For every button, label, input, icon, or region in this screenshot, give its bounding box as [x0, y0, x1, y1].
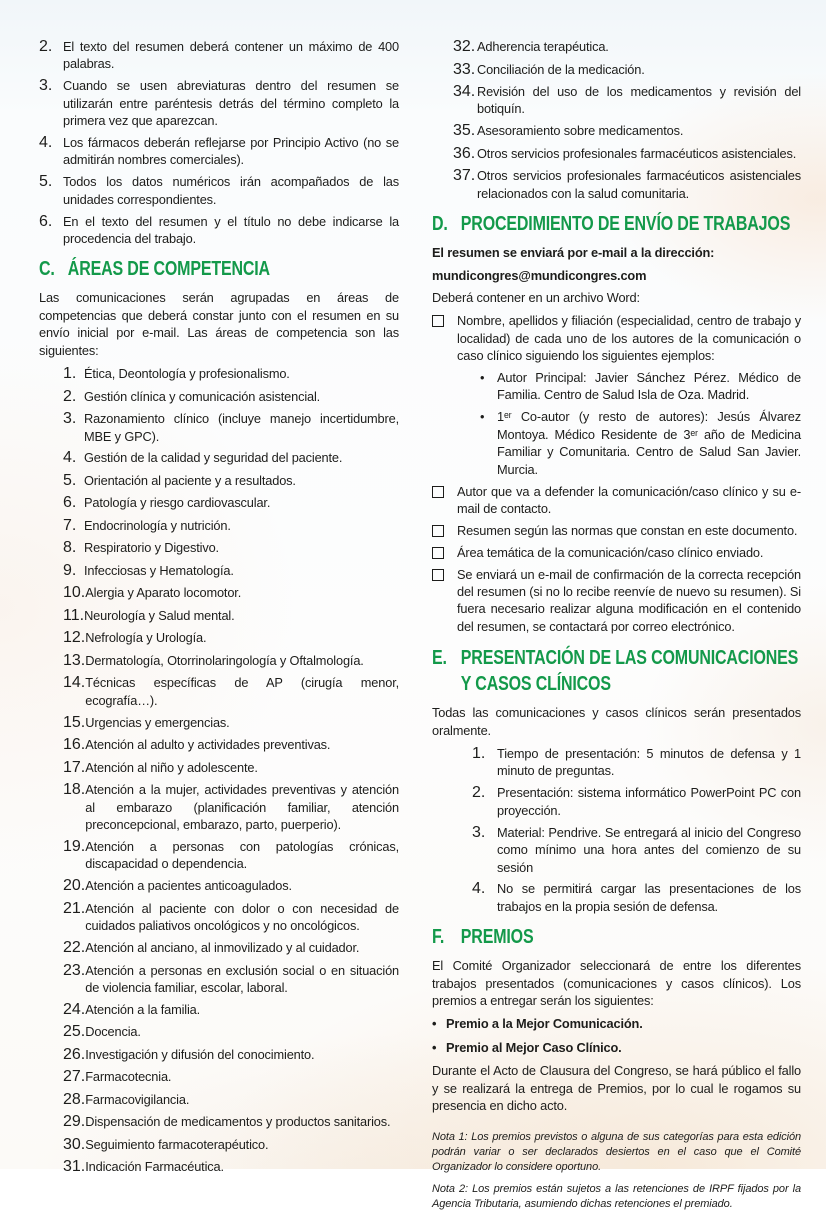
area-number: 16.: [63, 736, 86, 754]
rule-number: 6.: [39, 212, 53, 230]
area-item: [63, 1136, 399, 1154]
area-number: 30.: [63, 1135, 86, 1153]
prize-text: Premio a la Mejor Comunicación.: [446, 1016, 643, 1032]
area-number: 20.: [63, 877, 86, 895]
area-item: [63, 584, 399, 602]
area-item: [63, 1068, 399, 1086]
area-text: Atención al paciente con dolor o con necesidad de cuidados paliativos oncológicos y no oncológicos.: [85, 900, 399, 934]
area-item: [453, 167, 801, 202]
area-text: Conciliación de la medicación.: [477, 61, 645, 77]
area-item: [453, 122, 801, 140]
area-number: 10.: [63, 584, 86, 602]
example-text: Autor Principal: Javier Sánchez Pérez. Médico de Familia. Centro de Salud Isla de Oza. Madrid.: [497, 370, 801, 403]
checkbox: [432, 544, 457, 561]
rule-item: [39, 38, 399, 73]
rule-text: Los fármacos deberán reflejarse por Principio Activo (no se admitirán nombres comerciales).: [63, 135, 399, 168]
area-text: Gestión de la calidad y seguridad del paciente.: [84, 450, 343, 466]
area-number: 34.: [453, 83, 476, 100]
checkbox: [432, 312, 457, 364]
step-text: No se permitirá cargar las presentaciones de los trabajos en la propia sesión de defensa.: [497, 881, 801, 914]
area-text: Infecciosas y Hematología.: [84, 562, 234, 578]
area-text: Seguimiento farmacoterapéutico.: [85, 1136, 269, 1152]
area-item: [63, 388, 399, 406]
area-text: Farmacotecnia.: [85, 1069, 172, 1085]
step-text: Tiempo de presentación: 5 minutos de defensa y 1 minuto de preguntas.: [497, 746, 801, 779]
area-number: 2.: [63, 387, 77, 405]
general-rules-list: [39, 38, 399, 247]
step-number: 4.: [472, 880, 486, 898]
rule-number: 3.: [39, 77, 53, 95]
competence-areas-list-continued: [453, 38, 801, 202]
area-number: 4.: [63, 449, 77, 467]
area-text: Atención a pacientes anticoagulados.: [85, 878, 292, 894]
area-item: [63, 607, 399, 625]
area-text: Atención al adulto y actividades preventivas.: [85, 737, 331, 753]
area-item: [63, 838, 399, 873]
author-example-item: [480, 408, 801, 478]
area-number: 19.: [63, 837, 86, 855]
step-item: [472, 880, 801, 915]
step-text: Presentación: sistema informático PowerPoint PC con proyección.: [497, 785, 801, 818]
area-item: [63, 494, 399, 512]
prize-text: Premio al Mejor Caso Clínico.: [446, 1039, 622, 1055]
rule-text: El texto del resumen deberá contener un máximo de 400 palabras.: [63, 39, 399, 72]
area-item: [63, 562, 399, 580]
area-text: Endocrinología y nutrición.: [84, 517, 231, 533]
area-item: [453, 61, 801, 79]
section-heading-prefix: F.: [432, 926, 445, 949]
area-number: 32.: [453, 38, 476, 55]
rule-number: 4.: [39, 134, 53, 152]
area-number: 17.: [63, 758, 86, 776]
section-heading-prefix: D.: [432, 213, 448, 236]
area-item: [63, 472, 399, 490]
checkbox-icon: [432, 486, 444, 498]
area-number: 37.: [453, 167, 476, 185]
email-instruction: El resumen se enviará por e-mail a la dirección:: [432, 245, 715, 261]
area-number: 29.: [63, 1113, 86, 1131]
area-number: 28.: [63, 1090, 86, 1108]
area-number: 5.: [63, 471, 77, 489]
section-f-intro: El Comité Organizador seleccionará de entre los diferentes trabajos presentados (comunicaciones y casos clínicos). Los premios a entregar serán los siguientes:: [432, 958, 801, 1009]
area-number: 21.: [63, 899, 86, 917]
section-f-outro: Durante el Acto de Clausura del Congreso, se hará público el fallo y se realizará la entrega de Premios, por lo cual le rogamos su presencia en dicho acto.: [432, 1063, 801, 1114]
word-file-instruction: Deberá contener en un archivo Word:: [432, 289, 640, 305]
rule-item: [39, 77, 399, 129]
area-item: [63, 1023, 399, 1041]
area-item: [63, 629, 399, 647]
bullet-icon: •: [480, 370, 485, 386]
competence-areas-list: [63, 365, 399, 1176]
checkbox-item: [432, 544, 801, 561]
area-number: 12.: [63, 629, 86, 647]
area-text: Investigación y difusión del conocimiento.: [85, 1046, 315, 1062]
section-f-heading: [432, 925, 801, 950]
area-number: 15.: [63, 713, 86, 731]
rule-item: [39, 213, 399, 248]
checkbox-text: Resumen según las normas que constan en este documento.: [457, 522, 798, 538]
area-item: [63, 1046, 399, 1064]
rule-text: En el texto del resumen y el título no debe indicarse la procedencia del trabajo.: [63, 213, 399, 247]
author-example-item: [480, 369, 801, 404]
bullet-icon: •: [432, 1039, 437, 1055]
section-e-intro: Todas las comunicaciones y casos clínicos serán presentados oralmente.: [432, 705, 801, 738]
section-heading-title-line: PRESENTACIÓN DE LAS COMUNICACIONES: [460, 647, 799, 670]
area-text: Orientación al paciente y a resultados.: [84, 472, 296, 488]
area-number: 14.: [63, 674, 86, 692]
bullet-icon: •: [480, 409, 485, 425]
area-text: Asesoramiento sobre medicamentos.: [477, 123, 684, 139]
bullet-icon: •: [432, 1016, 437, 1032]
area-text: Otros servicios profesionales farmacéuticos asistenciales relacionados con la salud comunitaria.: [477, 168, 801, 201]
area-number: 23.: [63, 961, 86, 979]
checkbox: [432, 522, 457, 539]
rule-item: [39, 173, 399, 208]
step-number: 3.: [472, 823, 486, 841]
area-text: Atención a la familia.: [85, 1001, 201, 1017]
area-item: [63, 410, 399, 445]
area-item: [63, 900, 399, 935]
rule-item: [39, 134, 399, 169]
area-number: 11.: [63, 606, 85, 624]
area-number: 31.: [63, 1158, 86, 1176]
section-heading-title: PROCEDIMIENTO DE ENVÍO DE TRABAJOS: [460, 213, 791, 236]
area-text: Dispensación de medicamentos y productos sanitarios.: [85, 1114, 391, 1130]
checkbox-icon: [432, 547, 444, 559]
area-item: [63, 449, 399, 467]
area-number: 33.: [453, 60, 476, 78]
area-text: Revisión del uso de los medicamentos y revisión del botiquín.: [477, 84, 801, 117]
checkbox-text: Autor que va a defender la comunicación/caso clínico y su e-mail de contacto.: [457, 483, 801, 516]
area-item: [63, 652, 399, 670]
checkbox-text: Nombre, apellidos y filiación (especialidad, centro de trabajo y localidad) de cada uno de los autores de la comunicación o caso clínico siguiendo los siguientes ejemplos:: [457, 313, 801, 364]
area-text: Patología y riesgo cardiovascular.: [84, 495, 271, 511]
area-text: Ética, Deontología y profesionalismo.: [84, 366, 290, 382]
area-text: Dermatología, Otorrinolaringología y Oftalmología.: [85, 652, 364, 668]
rule-number: 2.: [39, 38, 53, 55]
area-number: 24.: [63, 1000, 86, 1018]
area-item: [63, 877, 399, 895]
step-number: 2.: [472, 784, 486, 802]
presentation-steps-list: [472, 745, 801, 915]
checkbox-item: [432, 566, 801, 636]
area-item: [63, 962, 399, 997]
area-text: Técnicas específicas de AP (cirugía menor, ecografía…).: [85, 675, 399, 708]
area-text: Razonamiento clínico (incluye manejo incertidumbre, MBE y GPC).: [84, 411, 399, 444]
email-address: mundicongres@mundicongres.com: [432, 267, 647, 283]
section-heading-prefix: E.: [432, 647, 447, 670]
area-number: 22.: [63, 939, 86, 957]
area-item: [63, 781, 399, 833]
right-column: [432, 38, 801, 1218]
area-item: [63, 674, 399, 709]
area-text: Docencia.: [85, 1024, 141, 1040]
checkbox-item: [432, 483, 801, 518]
step-item: [472, 824, 801, 876]
checkbox-icon: [432, 569, 444, 581]
note-item: Nota 2: Los premios están sujetos a las retenciones de IRPF fijados por la Agencia Tributaria, asumiendo dichas retenciones el premiado.: [432, 1182, 801, 1210]
rule-text: Todos los datos numéricos irán acompañados de las unidades correspondientes.: [63, 174, 399, 207]
area-number: 8.: [63, 539, 77, 557]
area-item: [63, 759, 399, 777]
area-text: Atención al niño y adolescente.: [85, 759, 258, 775]
step-item: [472, 784, 801, 819]
area-number: 35.: [453, 122, 476, 140]
area-item: [453, 83, 801, 118]
area-number: 18.: [63, 781, 86, 799]
area-item: [63, 365, 399, 383]
area-number: 26.: [63, 1045, 86, 1063]
area-item: [453, 145, 801, 163]
checkbox-text: Área temática de la comunicación/caso clínico enviado.: [457, 544, 764, 560]
step-item: [472, 745, 801, 780]
area-text: Adherencia terapéutica.: [477, 39, 609, 54]
area-number: 6.: [63, 494, 77, 512]
area-number: 1.: [63, 365, 77, 383]
area-text: Respiratorio y Digestivo.: [84, 540, 219, 556]
area-item: [63, 517, 399, 535]
section-heading-prefix: C.: [39, 258, 55, 281]
area-text: Urgencias y emergencias.: [85, 714, 230, 730]
area-text: Farmacovigilancia.: [85, 1091, 190, 1107]
area-item: [63, 939, 399, 957]
area-number: 25.: [63, 1023, 86, 1041]
area-number: 3.: [63, 410, 77, 428]
area-text: Neurología y Salud mental.: [84, 607, 235, 623]
area-text: Alergia y Aparato locomotor.: [85, 585, 242, 601]
step-text: Material: Pendrive. Se entregará al inicio del Congreso como mínimo una hora antes del comienzo de su sesión: [497, 824, 801, 875]
area-item: [63, 736, 399, 754]
checkbox: [432, 566, 457, 636]
section-e-heading: [432, 645, 801, 697]
area-text: Atención a personas con patologías crónicas, discapacidad o dependencia.: [85, 838, 399, 872]
note-item: Nota 1: Los premios previstos o alguna de sus categorías para esta edición podrán variar o ser declarados desiertos en el caso que el Comité Organizador lo considere oportuno.: [432, 1131, 801, 1174]
area-item: [63, 1158, 399, 1176]
area-text: Indicación Farmacéutica.: [85, 1159, 224, 1175]
checkbox: [432, 483, 457, 518]
area-text: Atención a personas en exclusión social o en situación de violencia familiar, escolar, laboral.: [85, 962, 399, 995]
rule-text: Cuando se usen abreviaturas dentro del resumen se utilizarán entre paréntesis detrás del término completo la primera vez que aparezcan.: [63, 78, 399, 129]
area-item: [453, 38, 801, 56]
area-number: 9.: [63, 561, 77, 579]
area-item: [63, 539, 399, 557]
area-number: 7.: [63, 516, 77, 534]
area-text: Otros servicios profesionales farmacéuticos asistenciales.: [477, 145, 797, 161]
checkbox-icon: [432, 315, 444, 327]
section-heading-title: [461, 645, 801, 697]
area-number: 13.: [63, 651, 86, 669]
footnotes: [432, 1130, 801, 1211]
section-heading-title: ÁREAS DE COMPETENCIA: [67, 258, 270, 281]
section-c-heading: [39, 257, 399, 282]
section-c-intro: Las comunicaciones serán agrupadas en áreas de competencias que deberá constar junto con el resumen en su envío inicial por e-mail. Las áreas de competencia son las siguientes:: [39, 290, 399, 358]
checkbox-icon: [432, 525, 444, 537]
section-d-heading: [432, 212, 801, 237]
prizes-list: [432, 1015, 801, 1056]
left-column: [39, 38, 399, 1218]
prize-item: [432, 1015, 801, 1032]
checkbox-item: [432, 522, 801, 539]
checkbox-item: [432, 312, 801, 364]
area-item: [63, 1091, 399, 1109]
area-text: Nefrología y Urología.: [85, 630, 207, 646]
area-text: Atención al anciano, al inmovilizado y al cuidador.: [85, 940, 360, 956]
area-text: Atención a la mujer, actividades preventivas y atención al embarazo (planificación familiar, atención preconcepcional, embarazo, parto, puerperio).: [85, 782, 399, 833]
example-text: 1ᵉʳ Co-autor (y resto de autores): Jesús Álvarez Montoya. Médico Residente de 3ᵉʳ año de Medicina Familiar y Comunitaria. Centro de Salud San Javier. Murcia.: [497, 409, 801, 477]
prize-item: [432, 1039, 801, 1056]
area-number: 36.: [453, 144, 476, 162]
area-number: 27.: [63, 1068, 86, 1086]
checkbox-text: Se enviará un e-mail de confirmación de la correcta recepción del resumen (si no lo recibe reenvíe de nuevo su resumen). Si fuera necesario realizar alguna modificación en el contenido del resumen, se contactará por correo electrónico.: [457, 566, 801, 634]
rule-number: 5.: [39, 173, 53, 191]
area-item: [63, 714, 399, 732]
area-item: [63, 1113, 399, 1131]
area-text: Gestión clínica y comunicación asistencial.: [84, 388, 321, 404]
area-item: [63, 1001, 399, 1019]
step-number: 1.: [472, 745, 486, 763]
section-heading-title-line: Y CASOS CLÍNICOS: [460, 673, 611, 696]
section-heading-title: PREMIOS: [460, 926, 534, 949]
